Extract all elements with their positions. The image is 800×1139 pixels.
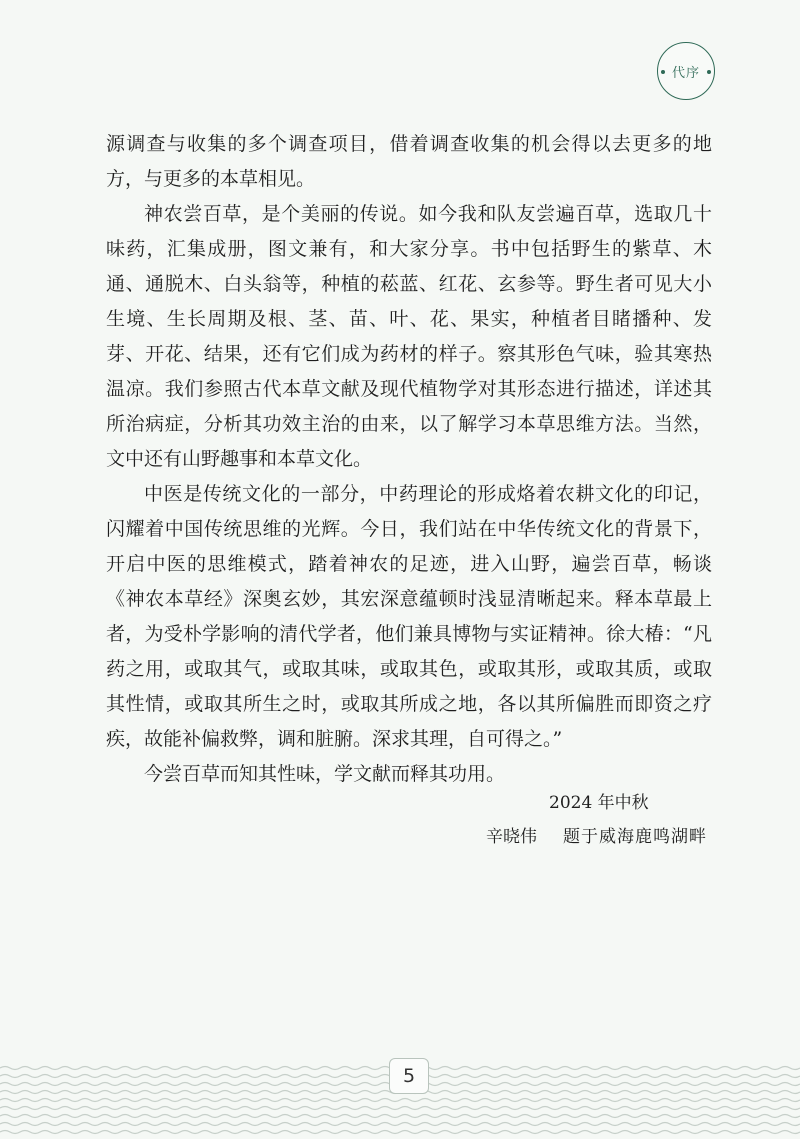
signature-author: 辛晓伟 [486, 827, 537, 847]
paragraph: 神农尝百草，是个美丽的传说。如今我和队友尝遍百草，选取几十味药，汇集成册，图文兼有，和大家分享。书中包括野生的紫草、木通、通脱木、白头翁等，种植的菘蓝、红花、玄参等。野生者可见大小生境、生长周期及根、茎、苗、叶、花、果实，种植者目睹播种、发芽、开花、结果，还有它们成为药材的样子。察其形色气味，验其寒热温凉。我们参照古代本草文献及现代植物学对其形态进行描述，详述其所治病症，分析其功效主治的由来，以了解学习本草思维方法。当然，文中还有山野趣事和本草文化。 [106, 203, 712, 470]
body-text [106, 127, 712, 792]
signature-date: 2024 年中秋 [549, 793, 649, 813]
paragraph: 中医是传统文化的一部分，中药理论的形成烙着农耕文化的印记，闪耀着中国传统思维的光辉。今日，我们站在中华传统文化的背景下，开启中医的思维模式，踏着神农的足迹，进入山野，遍尝百草，畅谈《神农本草经》深奥玄妙，其宏深意蕴顿时浅显清晰起来。释本草最上者，为受朴学影响的清代学者，他们兼具博物与实证精神。徐大椿：“凡药之用，或取其气，或取其味，或取其色，或取其形，或取其质，或取其性情，或取其所生之时，或取其所成之地，各以其所偏胜而即资之疗疾，故能补偏救弊，调和脏腑。深求其理，自可得之。” [106, 483, 712, 750]
wave-line [0, 1115, 800, 1118]
badge-dot-right [707, 70, 711, 74]
wave-line [0, 1131, 800, 1134]
wave-line [0, 1107, 800, 1110]
wave-line [0, 1099, 800, 1102]
wave-line [0, 1123, 800, 1126]
paragraph: 源调查与收集的多个调查项目，借着调查收集的机会得以去更多的地方，与更多的本草相见。 [106, 133, 712, 190]
paragraph: 今尝百草而知其性味，学文献而释其功用。 [144, 763, 506, 785]
section-label: 代序 [671, 66, 700, 81]
section-badge [657, 42, 715, 100]
page-number: 5 [389, 1058, 429, 1094]
signature-place: 题于威海鹿鸣湖畔 [563, 827, 707, 847]
